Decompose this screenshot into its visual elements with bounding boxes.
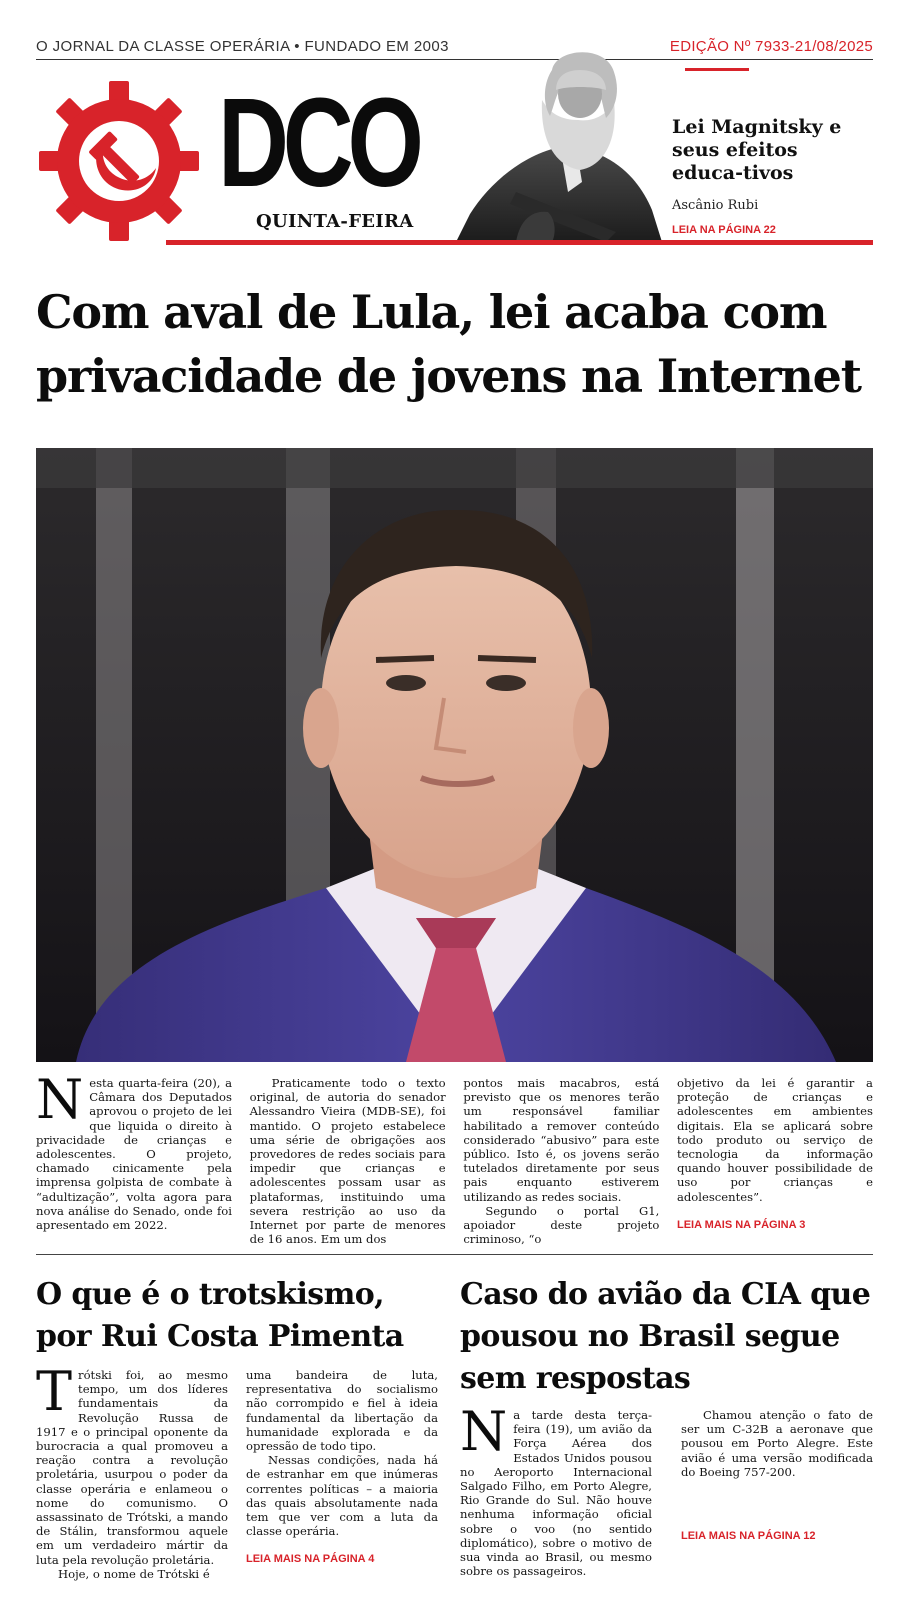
main-article-body [36, 1068, 873, 1247]
paragraph: Nessas condições, nada há de estranhar em que inúmeras correntes políticas – a maioria das quais absolutamente nada tem que ver com a luta da classe operária. [246, 1453, 438, 1539]
edition-number: EDIÇÃO Nº 7933-21/08/2025 [669, 38, 873, 55]
main-photo [36, 448, 873, 1062]
tagline: O JORNAL DA CLASSE OPERÁRIA • FUNDADO EM 2003 [36, 38, 449, 55]
promo-title[interactable]: Lei Magnitsky e seus efeitos educa-tivos [672, 116, 842, 184]
column-2 [249, 1076, 446, 1247]
paragraph: pontos mais macabros, está previsto que os menores terão um responsável familiar habilitado a remover conteúdo considerado “abusivo” para este público. Isto é, os jovens serão tutelados diretamente por seus pais enquanto estiverem utilizando as redes sociais. [463, 1076, 660, 1204]
edition-rule [685, 68, 749, 71]
brand-logo-text: DCO [218, 72, 418, 213]
column-2 [681, 1408, 873, 1578]
top-strip [36, 36, 873, 60]
read-more-link[interactable]: LEIA MAIS NA PÁGINA 4 [246, 1553, 375, 1566]
paragraph: objetivo da lei é garantir a proteção de crianças e adolescentes em ambientes digitais. Ela se aplicará sobre todo produto ou serviço de tecnologia da informação quando houver possibilidade de uso por crianças e adolescentes”. [676, 1076, 873, 1204]
portrait-image [456, 42, 662, 242]
article-right-body [460, 1400, 873, 1579]
article-right-title[interactable]: Caso do avião da CIA que pousou no Brasil segue sem respostas [460, 1277, 871, 1396]
dropcap: T [36, 1360, 73, 1423]
paragraph: rótski foi, ao mesmo tempo, um dos líderes fundamentais da Revolução Russa de 1917 e o principal oponente da burocracia a qual promoveu a reação contra a revolução proletária, usurpou o poder da classe operária e enlameou o nome do comunismo. O assassinato de Trótski, a mando de Stálin, transformou aquele em um verdadeiro mártir da luta pela revolução proletária. [36, 1368, 228, 1567]
read-more-link[interactable]: LEIA MAIS NA PÁGINA 12 [681, 1530, 816, 1543]
column-1 [36, 1360, 228, 1581]
paragraph: esta quarta-feira (20), a Câmara dos Deputados aprovou o projeto de lei que liquida o direito à privacidade de crianças e adolescentes. O projeto, chamado cinicamente pela imprensa golpista de combate à “adultização”, volta agora para nova análise do Senado, onde foi apresentado em 2022. [36, 1076, 232, 1233]
column-1 [460, 1400, 652, 1579]
read-more-link[interactable]: LEIA MAIS NA PÁGINA 3 [676, 1218, 806, 1231]
promo-author: Ascânio Rubi [672, 198, 759, 213]
weekday: QUINTA-FEIRA [256, 211, 414, 232]
paragraph: uma bandeira de luta, representativa do socialismo não corrompido e fiel à ideia fundamental da libertação da humanidade explorada e da opressão de todo tipo. [246, 1368, 438, 1454]
main-headline[interactable]: Com aval de Lula, lei acaba com privacidade de jovens na Internet [36, 285, 861, 403]
promo-page-link[interactable]: LEIA NA PÁGINA 22 [672, 224, 776, 236]
paragraph: Hoje, o nome de Trótski é [58, 1566, 210, 1581]
article-left-title[interactable]: O que é o trotskismo, por Rui Costa Pimenta [36, 1277, 404, 1354]
hammer-sickle-gear-icon [38, 80, 200, 242]
paragraph: Segundo o portal G1, apoiador deste projeto criminoso, “o [463, 1203, 660, 1247]
section-divider [36, 1254, 873, 1255]
masthead-rule [166, 240, 873, 245]
paragraph: Chamou atenção o fato de ser um C-32B a aeronave que pousou em Porto Alegre. Este avião é uma versão modificada do Boeing 757-200. [681, 1408, 873, 1479]
column-2 [246, 1368, 438, 1581]
column-1 [36, 1068, 232, 1236]
paragraph: Praticamente todo o texto original, de autoria do senador Alessandro Vieira (MDB-SE), foi mantido. O projeto estabelece uma série de obrigações aos provedores de redes sociais para impedir que crianças e adolescentes possam usar as plataformas, instituindo uma severa restrição ao uso da Internet por parte de menores de 16 anos. Em um dos [249, 1076, 446, 1247]
dropcap: N [460, 1400, 508, 1463]
article-left-body [36, 1360, 438, 1581]
column-3 [463, 1076, 660, 1247]
dropcap: N [36, 1068, 84, 1131]
paragraph: a tarde desta terça-feira (19), um avião da Força Aérea dos Estados Unidos pousou no Aeroporto Internacional Salgado Filho, em Porto Alegre, Rio Grande do Sul. Não houve nenhuma informação oficial sobre o voo (no sentido diplomático), sobre o motivo de sua vinda ao Brasil, ou mesmo sobre os passageiros. [460, 1408, 652, 1579]
column-4 [677, 1076, 873, 1236]
